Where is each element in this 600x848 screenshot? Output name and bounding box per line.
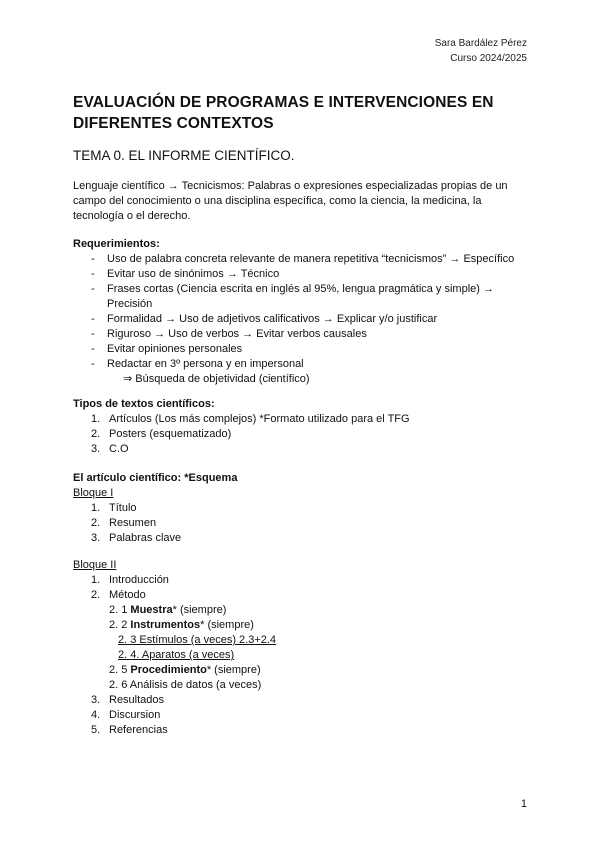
text-types-list — [73, 412, 533, 457]
item-number: 3. — [91, 443, 101, 455]
item-number: 2. — [91, 589, 101, 601]
list-item: - Uso de palabra concreta relevante de manera repetitiva “tecnicismos” → Específico — [73, 252, 533, 267]
sub-number: 2. 2 — [109, 619, 128, 631]
list-item: - Formalidad → Uso de adjetivos calificativos → Explicar y/o justificar — [73, 312, 533, 327]
item-text: Título — [109, 502, 137, 514]
list-item — [73, 531, 533, 546]
page-header — [435, 36, 527, 66]
list-item — [73, 442, 533, 457]
item-text: Artículos (Los más complejos) *Formato utilizado para el TFG — [109, 413, 410, 425]
item-text: Posters (esquematizado) — [109, 428, 232, 440]
subsection-procedure — [109, 663, 533, 678]
list-item — [73, 412, 533, 427]
list-item: - Evitar uso de sinónimos → Técnico — [73, 267, 533, 282]
list-item-text: Redactar en 3º persona y en impersonal — [107, 358, 304, 370]
document-title: EVALUACIÓN DE PROGRAMAS E INTERVENCIONES EN DIFERENTES CONTEXTOS — [73, 94, 494, 132]
subsection-apparatus: 2. 4. Aparatos (a veces) — [118, 649, 235, 661]
topic-heading: TEMA 0. EL INFORME CIENTÍFICO. — [73, 148, 295, 163]
subsection-data-analysis: 2. 6 Análisis de datos (a veces) — [109, 679, 262, 691]
list-item — [73, 588, 533, 603]
sub-number: 2. 1 — [109, 604, 128, 616]
list-item — [73, 501, 533, 516]
block-2-section — [73, 558, 533, 738]
sub-bold: Instrumentos — [130, 619, 201, 631]
item-number: 3. — [91, 694, 101, 706]
item-number: 1. — [91, 413, 101, 425]
sub-bold: Procedimiento — [130, 664, 207, 676]
item-number: 4. — [91, 709, 101, 721]
item-text: Método — [109, 589, 146, 601]
requirements-heading: Requerimientos: — [73, 238, 160, 250]
sub-rest: * (siempre) — [200, 619, 254, 631]
list-item — [73, 282, 533, 312]
method-subsections — [73, 603, 533, 693]
text-types-section — [73, 397, 533, 457]
intro-paragraph: Lenguaje científico → Tecnicismos: Palabras o expresiones especializadas propias de un campo del conocimiento o una disciplina específica, como la ciencia, la medicina, la tecnología o el derecho. — [73, 180, 508, 222]
block-2-list-cont — [73, 693, 533, 738]
item-text: Palabras clave — [109, 532, 182, 544]
sub-bold: Muestra — [130, 604, 173, 616]
item-number: 2. — [91, 517, 101, 529]
list-item — [73, 573, 533, 588]
list-item — [73, 708, 533, 723]
sub-rest: * (siempre) — [172, 604, 227, 616]
item-text: Referencias — [109, 724, 168, 736]
item-number: 2. — [91, 428, 101, 440]
item-number: 1. — [91, 502, 101, 514]
sub-number: 2. 5 — [109, 664, 128, 676]
list-item — [73, 723, 533, 738]
list-item: - Riguroso → Uso de verbos → Evitar verbos causales — [73, 327, 533, 342]
list-item — [73, 357, 533, 387]
subsection-sample — [109, 603, 533, 618]
item-number: 3. — [91, 532, 101, 544]
block-1-list — [73, 501, 533, 546]
course-year: Curso 2024/2025 — [450, 53, 527, 64]
list-item-continuation: Precisión — [107, 298, 153, 310]
requirements-section — [73, 237, 533, 387]
list-item — [73, 693, 533, 708]
block-2-label: Bloque II — [73, 559, 117, 571]
subsection-instruments — [109, 618, 533, 633]
article-section — [73, 471, 533, 546]
list-item-continuation: ⇒ Búsqueda de objetividad (científico) — [123, 373, 310, 385]
sub-rest: * (siempre) — [206, 664, 261, 676]
item-text: Introducción — [109, 574, 169, 586]
list-item — [73, 516, 533, 531]
list-item — [73, 427, 533, 442]
item-number: 5. — [91, 724, 101, 736]
subsection-stimuli: 2. 3 Estímulos (a veces) 2.3+2.4 — [118, 634, 277, 646]
text-types-heading: Tipos de textos científicos: — [73, 398, 215, 410]
author-name: Sara Bardález Pérez — [434, 38, 527, 49]
requirements-list — [73, 252, 533, 387]
article-heading: El artículo científico: *Esquema — [73, 472, 238, 484]
item-text: Resumen — [109, 517, 157, 529]
block-2-list — [73, 573, 533, 603]
block-1-label: Bloque I — [73, 487, 114, 499]
page-number: 1 — [520, 798, 527, 810]
item-text: Resultados — [109, 694, 165, 706]
item-text: C.O — [109, 443, 129, 455]
list-item-text: Frases cortas (Ciencia escrita en inglés al 95%, lengua pragmática y simple) → — [107, 283, 494, 295]
item-number: 1. — [91, 574, 101, 586]
list-item: - Evitar opiniones personales — [73, 342, 533, 357]
item-text: Discursion — [109, 709, 161, 721]
